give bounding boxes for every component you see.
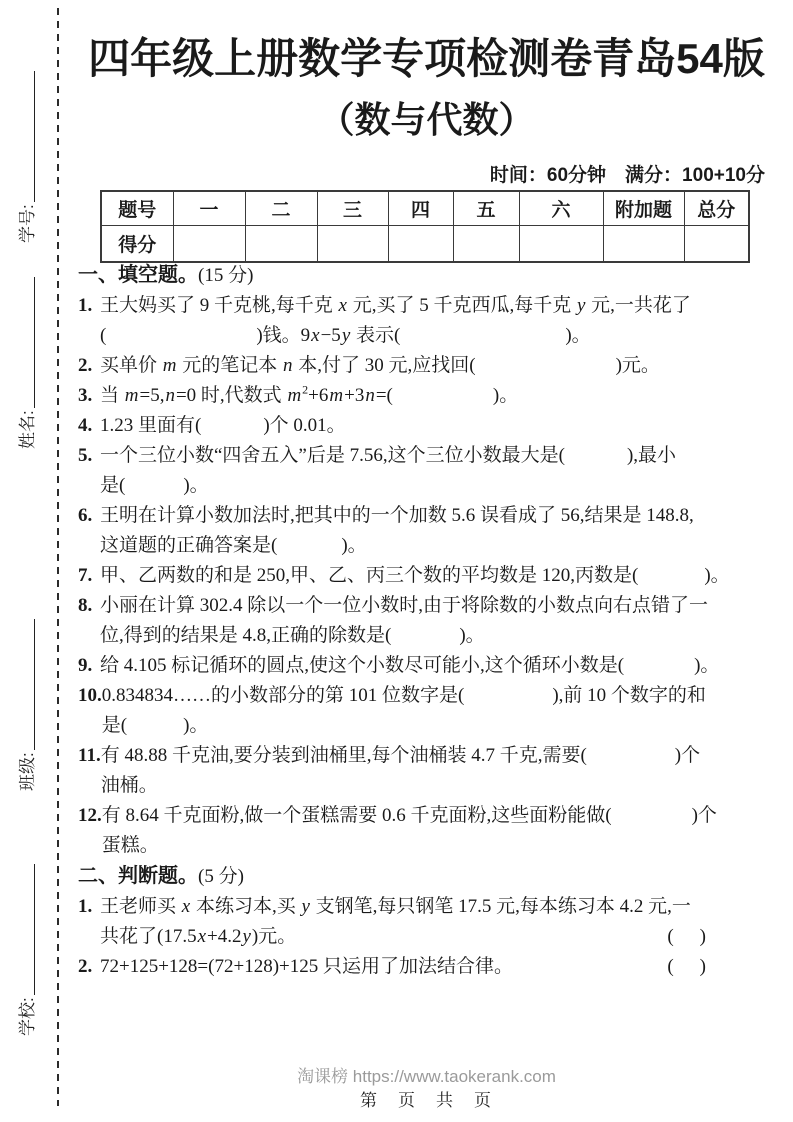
math-variable: x bbox=[181, 896, 191, 917]
question-text: )元。 bbox=[251, 926, 297, 947]
question-text: −5 bbox=[320, 325, 341, 346]
question-text: 元,买了 5 千克西瓜,每千克 bbox=[347, 295, 576, 316]
question-number: 5. bbox=[78, 445, 93, 466]
question-number: 4. bbox=[78, 415, 93, 436]
question-text: 元,一共花了 bbox=[586, 295, 691, 316]
math-variable: x bbox=[338, 295, 347, 316]
question-body bbox=[100, 351, 768, 381]
question-text: )。 bbox=[183, 715, 209, 736]
question-text: 当 bbox=[100, 385, 124, 406]
question-number: 1. bbox=[78, 295, 93, 316]
question-text: 给 4.105 标记循环的圆点,使这个小数尽可能小,这个循环小数是( bbox=[100, 655, 625, 676]
question-text: 小丽在计算 302.4 除以一个一位小数时,由于将除数的小数点向右点错了一 bbox=[100, 595, 709, 616]
question-text: )个 0.01。 bbox=[263, 415, 346, 436]
math-variable: m bbox=[124, 385, 139, 406]
question-body bbox=[100, 501, 768, 561]
math-variable: y bbox=[301, 896, 310, 917]
question-text: 有 48.88 千克油,要分装到油桶里,每个油桶装 4.7 千克,需要( bbox=[100, 745, 587, 766]
question-number: 2. bbox=[78, 956, 93, 977]
question bbox=[78, 381, 768, 411]
write-line bbox=[34, 71, 35, 202]
score-table-header-cell: 五 bbox=[453, 191, 519, 226]
section-heading-1 bbox=[78, 260, 768, 291]
score-cell-empty bbox=[245, 226, 317, 263]
question-text: 甲、乙两数的和是 250,甲、乙、丙三个数的平均数是 120,丙数是( bbox=[100, 565, 639, 586]
question-text: 蛋糕。 bbox=[101, 835, 159, 856]
sidebar-field-student-id bbox=[16, 71, 38, 243]
open-paren: ( bbox=[667, 956, 674, 977]
question bbox=[78, 892, 768, 952]
question-text: =( bbox=[375, 385, 393, 406]
question-text: 本练习本,买 bbox=[191, 896, 301, 917]
question-text: 是( bbox=[100, 475, 126, 496]
question-number: 9. bbox=[78, 655, 93, 676]
score-table-header-cell: 总分 bbox=[684, 191, 749, 226]
margin-dashed-line bbox=[57, 8, 59, 1106]
score-cell-empty bbox=[388, 226, 453, 263]
question-text: )钱。9 bbox=[256, 325, 311, 346]
question-text: 72+125+128=(72+128)+125 只运用了加法结合律。 bbox=[100, 956, 513, 977]
question-number: 1. bbox=[78, 896, 93, 917]
section-heading-label: 二、判断题。 bbox=[78, 865, 198, 887]
question-body bbox=[100, 441, 768, 501]
judgment-answer-brackets bbox=[667, 922, 706, 952]
math-variable: y bbox=[242, 926, 251, 947]
question bbox=[78, 441, 768, 501]
math-variable: m bbox=[329, 385, 344, 406]
question-text: 位,得到的结果是 4.8,正确的除数是( bbox=[100, 625, 392, 646]
question-body bbox=[100, 291, 768, 351]
question-body bbox=[100, 952, 768, 982]
question-number: 12. bbox=[78, 805, 102, 826]
question-number: 7. bbox=[78, 565, 93, 586]
question-text: ),最小 bbox=[626, 445, 677, 466]
write-line bbox=[34, 277, 35, 408]
close-paren: ) bbox=[699, 926, 706, 947]
paper-subtitle: （数与代数） bbox=[318, 99, 535, 140]
question bbox=[78, 351, 768, 381]
score-cell-empty bbox=[684, 226, 749, 263]
score-table-header-cell: 附加题 bbox=[603, 191, 684, 226]
question-text: 买单价 bbox=[100, 355, 162, 376]
question-body bbox=[100, 892, 768, 952]
question-text: 共花了(17.5 bbox=[100, 926, 197, 947]
section-heading-2 bbox=[78, 861, 768, 892]
math-variable: n bbox=[283, 355, 293, 376]
question-body bbox=[102, 801, 768, 861]
question-text: +6 bbox=[308, 385, 329, 406]
score-table-header-row bbox=[101, 191, 749, 226]
question-text: =5, bbox=[139, 385, 165, 406]
open-paren: ( bbox=[667, 926, 674, 947]
question-number: 2. bbox=[78, 355, 93, 376]
sidebar-field-class bbox=[16, 619, 38, 791]
question-text: 王老师买 bbox=[100, 896, 181, 917]
question-text: 这道题的正确答案是( bbox=[100, 535, 278, 556]
score-cell-empty bbox=[603, 226, 684, 263]
question-text: 0.834834……的小数部分的第 101 位数字是( bbox=[101, 685, 465, 706]
math-variable: m bbox=[287, 385, 302, 406]
sidebar-field-student-name bbox=[16, 277, 38, 449]
question-text: =0 时,代数式 bbox=[175, 385, 287, 406]
school-label: 学校: bbox=[18, 997, 37, 1036]
student-info-margin bbox=[0, 0, 56, 1122]
question-number: 11. bbox=[78, 745, 101, 766]
question-text: )。 bbox=[341, 535, 367, 556]
question bbox=[78, 741, 768, 801]
score-table-header-cell: 四 bbox=[388, 191, 453, 226]
score-table-header-cell: 题号 bbox=[101, 191, 173, 226]
question-text: )。 bbox=[459, 625, 485, 646]
score-cell-empty bbox=[317, 226, 388, 263]
question bbox=[78, 561, 768, 591]
question bbox=[78, 952, 768, 982]
question-body bbox=[100, 381, 768, 411]
math-variable: y bbox=[576, 295, 586, 316]
score-table-score-row bbox=[101, 226, 749, 263]
math-variable: y bbox=[341, 325, 351, 346]
question-text: )。 bbox=[492, 385, 519, 406]
question-text: )。 bbox=[565, 325, 591, 346]
question-text: )。 bbox=[183, 475, 209, 496]
math-variable: n bbox=[365, 385, 375, 406]
question-text: ),前 10 个数字的和 bbox=[552, 685, 706, 706]
write-line bbox=[34, 864, 35, 995]
question-text: ( bbox=[100, 325, 107, 346]
question-text: 油桶。 bbox=[100, 775, 158, 796]
question-text: +3 bbox=[344, 385, 365, 406]
score-table-grid bbox=[100, 190, 750, 263]
question-text: 是( bbox=[101, 715, 128, 736]
score-table bbox=[100, 190, 750, 263]
question-body bbox=[100, 411, 768, 441]
math-variable: n bbox=[165, 385, 175, 406]
math-variable: x bbox=[311, 325, 320, 346]
paper-title: 四年级上册数学专项检测卷青岛54版 bbox=[88, 35, 765, 82]
footer-page-number: 第 页 共 页 bbox=[360, 1091, 493, 1110]
footer-brand-url: 淘课榜 https://www.taokerank.com bbox=[297, 1067, 556, 1086]
question bbox=[78, 681, 768, 741]
superscript: 2 bbox=[302, 382, 309, 397]
class-label: 班级: bbox=[18, 752, 37, 791]
math-variable: x bbox=[197, 926, 207, 947]
question-body bbox=[102, 681, 768, 741]
question-text: )个 bbox=[674, 745, 701, 766]
question-body bbox=[100, 651, 768, 681]
student-id-label: 学号: bbox=[18, 204, 37, 243]
section-heading-label: 一、填空题。 bbox=[78, 264, 198, 286]
question-body bbox=[100, 591, 768, 651]
question bbox=[78, 801, 768, 861]
time-score-info: 时间：60分钟 满分：100+10分 bbox=[489, 165, 765, 186]
question-body bbox=[100, 561, 768, 591]
question bbox=[78, 411, 768, 441]
question-text: 一个三位小数“四舍五入”后是 7.56,这个三位小数最大是( bbox=[100, 445, 565, 466]
section-points: (15 分) bbox=[198, 265, 254, 286]
question-number: 3. bbox=[78, 385, 93, 406]
score-table-header-cell: 一 bbox=[173, 191, 245, 226]
sidebar-field-school bbox=[16, 864, 38, 1036]
question-text: )元。 bbox=[615, 355, 660, 376]
question-text: 1.23 里面有( bbox=[100, 415, 202, 436]
content bbox=[78, 260, 768, 982]
question-text: )。 bbox=[704, 565, 730, 586]
question-text: +4.2 bbox=[207, 926, 242, 947]
question bbox=[78, 291, 768, 351]
score-table-header-cell: 三 bbox=[317, 191, 388, 226]
question-text: 元的笔记本 bbox=[177, 355, 283, 376]
question bbox=[78, 591, 768, 651]
question-text: 支钢笔,每只钢笔 17.5 元,每本练习本 4.2 元,一 bbox=[310, 896, 691, 917]
judgment-answer-brackets bbox=[667, 952, 706, 982]
question-text: 本,付了 30 元,应找回( bbox=[293, 355, 476, 376]
score-cell-empty bbox=[453, 226, 519, 263]
math-variable: m bbox=[162, 355, 177, 376]
score-cell-empty bbox=[173, 226, 245, 263]
write-line bbox=[34, 619, 35, 750]
score-cell-empty bbox=[519, 226, 603, 263]
question-text: )个 bbox=[691, 805, 717, 826]
question-text: )。 bbox=[694, 655, 720, 676]
question-text: 王明在计算小数加法时,把其中的一个加数 5.6 误看成了 56,结果是 148.8, bbox=[100, 505, 694, 526]
question-text: 有 8.64 千克面粉,做一个蛋糕需要 0.6 千克面粉,这些面粉能做( bbox=[101, 805, 612, 826]
question-number: 8. bbox=[78, 595, 93, 616]
score-table-header-cell: 二 bbox=[245, 191, 317, 226]
section-points: (5 分) bbox=[198, 866, 244, 887]
question-text: 王大妈买了 9 千克桃,每千克 bbox=[100, 295, 338, 316]
question bbox=[78, 501, 768, 561]
question-number: 10. bbox=[78, 685, 102, 706]
close-paren: ) bbox=[699, 956, 706, 977]
question-body bbox=[101, 741, 768, 801]
score-row-label: 得分 bbox=[101, 226, 173, 263]
student-name-label: 姓名: bbox=[18, 410, 37, 449]
question-number: 6. bbox=[78, 505, 93, 526]
question-text: 表示( bbox=[351, 325, 401, 346]
score-table-header-cell: 六 bbox=[519, 191, 603, 226]
question bbox=[78, 651, 768, 681]
